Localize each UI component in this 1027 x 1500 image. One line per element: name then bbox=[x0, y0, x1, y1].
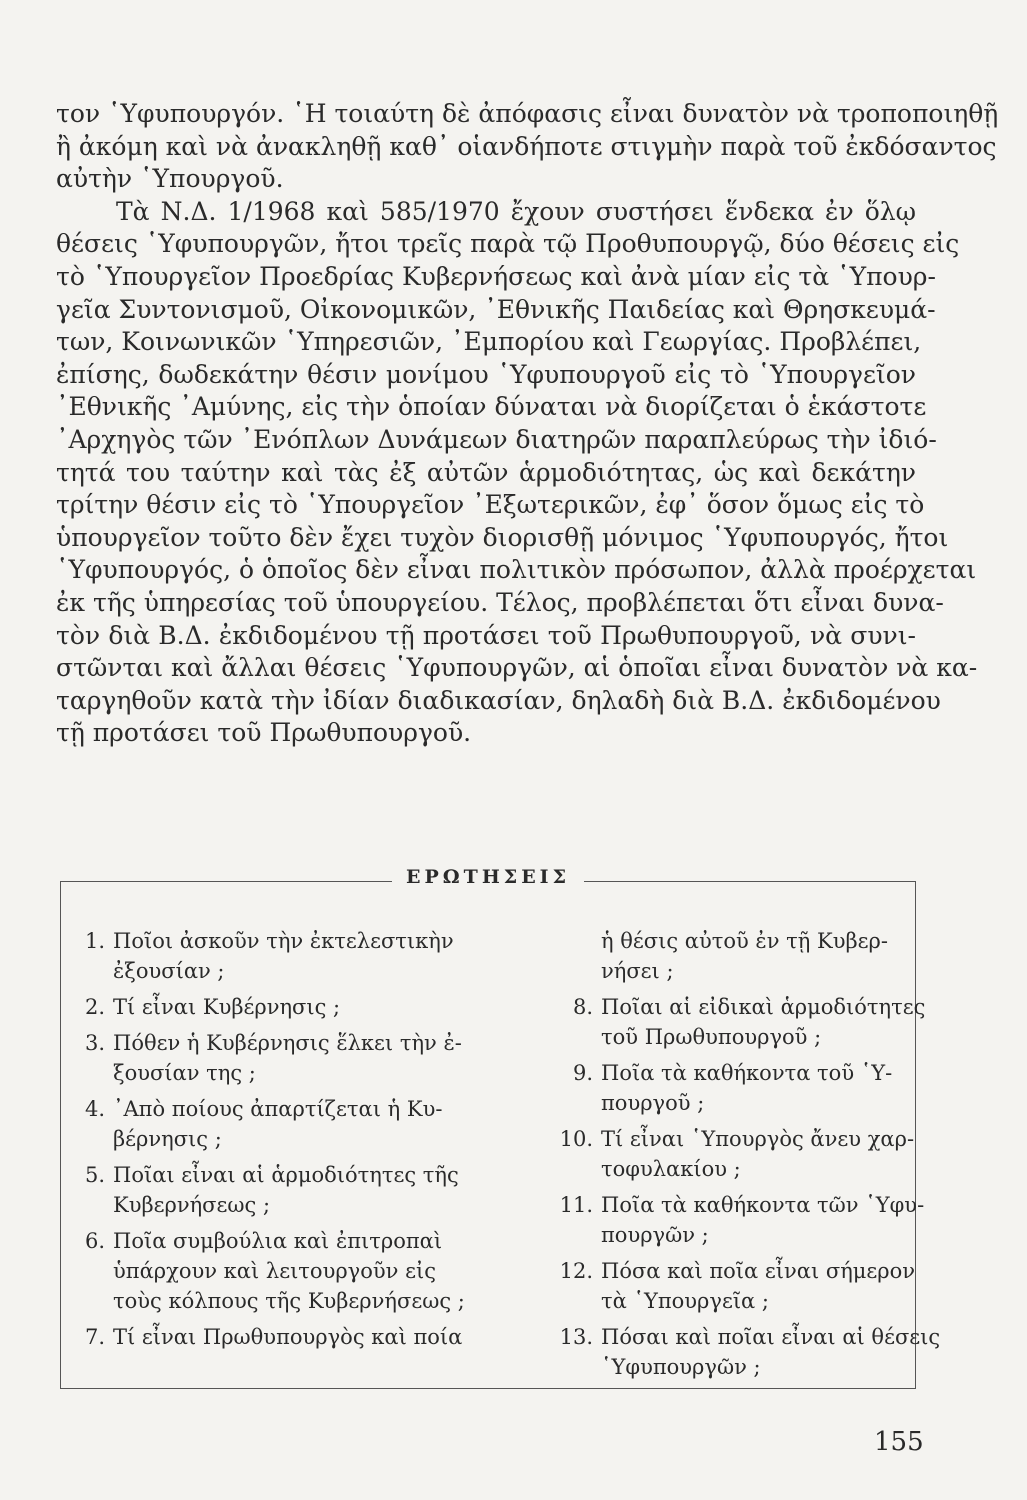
question-item bbox=[69, 1028, 469, 1088]
question-text: Ποῖαι αἱ εἰδικαὶ ἁρμοδιότητες bbox=[601, 995, 926, 1019]
question-text: Κυβερνήσεως ; bbox=[113, 1193, 271, 1217]
question-item bbox=[69, 1226, 469, 1316]
question-number: 13. bbox=[559, 1325, 593, 1349]
question-number: 3. bbox=[84, 1031, 105, 1055]
question-text: Τί εἶναι ῾Υπουργὸς ἄνευ χαρ- bbox=[601, 1127, 915, 1151]
question-number: 12. bbox=[559, 1259, 593, 1283]
question-text: ξουσίαν της ; bbox=[113, 1061, 256, 1085]
question-text: πουργῶν ; bbox=[601, 1223, 709, 1247]
question-item bbox=[523, 1058, 905, 1118]
text-line: θέσεις ῾Υφυπουργῶν, ἤτοι τρεῖς παρὰ τῷ Προθυπουργῷ, δύο θέσεις εἰς bbox=[56, 229, 960, 259]
text-line: ᾿Εθνικῆς ᾿Αμύνης, εἰς τὴν ὁποίαν δύναται νὰ διορίζεται ὁ ἑκάστοτε bbox=[56, 392, 927, 422]
questions-title: ΕΡΩΤΗΣΕΙΣ bbox=[392, 866, 584, 888]
question-text: Ποῖα συμβούλια καὶ ἐπιτροπαὶ bbox=[113, 1229, 443, 1253]
question-text: ἡ θέσις αὐτοῦ ἐν τῇ Κυβερ- bbox=[601, 929, 888, 953]
question-number: 10. bbox=[559, 1127, 593, 1151]
question-number: 1. bbox=[84, 929, 105, 953]
text-line: τῇ προτάσει τοῦ Πρωθυπουργοῦ. bbox=[56, 718, 472, 748]
question-item bbox=[69, 992, 469, 1022]
text-line: ὑπουργεῖον τοῦτο δὲν ἔχει τυχὸν διορισθῇ μόνιμος ῾Υφυπουργός, ἤτοι bbox=[56, 522, 949, 552]
question-number: 7. bbox=[84, 1325, 105, 1349]
question-number bbox=[523, 926, 601, 956]
questions-box bbox=[60, 866, 941, 1389]
text-line: γεῖα Συντονισμοῦ, Οἰκονομικῶν, ᾿Εθνικῆς Παιδείας καὶ Θρησκευμά- bbox=[56, 294, 936, 324]
question-text: τοφυλακίου ; bbox=[601, 1157, 741, 1181]
text-line: αὐτὴν ῾Υπουργοῦ. bbox=[56, 164, 284, 194]
question-text: τοῦ Πρωθυπουργοῦ ; bbox=[601, 1025, 822, 1049]
question-item bbox=[69, 1160, 469, 1220]
text-line: ἐπίσης, δωδεκάτην θέσιν μονίμου ῾Υφυπουργοῦ εἰς τὸ ῾Υπουργεῖον bbox=[56, 359, 916, 389]
question-item bbox=[523, 992, 926, 1052]
question-text: ῾Υφυπουργῶν ; bbox=[601, 1355, 761, 1379]
question-text: τοὺς κόλπους τῆς Κυβερνήσεως ; bbox=[113, 1289, 465, 1313]
text-line: των, Κοινωνικῶν ῾Υπηρεσιῶν, ᾿Εμπορίου καὶ Γεωργίας. Προβλέπει, bbox=[56, 327, 922, 357]
question-text: Τί εἶναι Πρωθυπουργὸς καὶ ποία bbox=[113, 1325, 463, 1349]
text-line: τον ῾Υφυπουργόν. ῾Η τοιαύτη δὲ ἀπόφασις εἶναι δυνατὸν νὰ τροποποιηθῇ bbox=[56, 99, 999, 128]
question-number: 5. bbox=[84, 1163, 105, 1187]
text-line: τὸν διὰ Β.Δ. ἐκδιδομένου τῇ προτάσει τοῦ Πρωθυπουργοῦ, νὰ συνι- bbox=[56, 620, 916, 650]
question-item bbox=[69, 926, 469, 986]
questions-left-column bbox=[69, 926, 469, 1352]
question-number: 8. bbox=[572, 995, 593, 1019]
question-item bbox=[523, 1124, 915, 1184]
question-text: Ποῖαι εἶναι αἱ ἁρμοδιότητες τῆς bbox=[113, 1163, 459, 1187]
question-text: νήσει ; bbox=[601, 959, 674, 983]
question-text: Τί εἶναι Κυβέρνησις ; bbox=[113, 995, 341, 1019]
question-text: βέρνησις ; bbox=[113, 1127, 222, 1151]
text-line: ῾Υφυπουργός, ὁ ὁποῖος δὲν εἶναι πολιτικὸν πρόσωπον, ἀλλὰ προέρχεται bbox=[56, 555, 977, 585]
question-text: Ποῖα τὰ καθήκοντα τῶν ῾Υφυ- bbox=[601, 1193, 925, 1217]
page-number: 155 bbox=[874, 1427, 924, 1457]
text-line: ᾿Αρχηγὸς τῶν ᾿Ενόπλων Δυνάμεων διατηρῶν παραπλεύρως τὴν ἰδιό- bbox=[56, 424, 937, 454]
text-line: τητά του ταύτην καὶ τὰς ἐξ αὐτῶν ἁρμοδιότητας, ὡς καὶ δεκάτην bbox=[56, 457, 916, 487]
question-number: 11. bbox=[559, 1193, 593, 1217]
question-text: πουργοῦ ; bbox=[601, 1091, 705, 1115]
question-text: Πόσα καὶ ποῖα εἶναι σήμερον bbox=[601, 1259, 916, 1283]
question-item bbox=[69, 1322, 469, 1352]
question-text: τὰ ῾Υπουργεῖα ; bbox=[601, 1289, 769, 1313]
text-line: ταργηθοῦν κατὰ τὴν ἰδίαν διαδικασίαν, δηλαδὴ διὰ Β.Δ. ἐκδιδομένου bbox=[56, 685, 941, 715]
question-text: ὑπάρχουν καὶ λειτουργοῦν εἰς bbox=[113, 1259, 436, 1283]
question-number: 2. bbox=[84, 995, 105, 1019]
questions-right-column bbox=[523, 926, 941, 1382]
question-item bbox=[523, 1190, 925, 1250]
question-number: 6. bbox=[84, 1229, 105, 1253]
text-line: τρίτην θέσιν εἰς τὸ ῾Υπουργεῖον ᾿Εξωτερικῶν, ἐφ᾿ ὅσον ὅμως εἰς τὸ bbox=[56, 490, 925, 520]
text-line: ἐκ τῆς ὑπηρεσίας τοῦ ὑπουργείου. Τέλος, προβλέπεται ὅτι εἶναι δυνα- bbox=[56, 587, 944, 617]
text-line: τὸ ῾Υπουργεῖον Προεδρίας Κυβερνήσεως καὶ ἀνὰ μίαν εἰς τὰ ῾Υπουρ- bbox=[56, 261, 936, 291]
body-text bbox=[56, 98, 999, 750]
text-line: Τὰ Ν.Δ. 1/1968 καὶ 585/1970 ἔχουν συστήσει ἕνδεκα ἐν ὅλῳ bbox=[116, 196, 916, 226]
question-number: 4. bbox=[84, 1097, 105, 1121]
question-item bbox=[69, 1094, 469, 1154]
question-text: ᾿Απὸ ποίους ἀπαρτίζεται ἡ Κυ- bbox=[113, 1097, 443, 1121]
question-text: Ποῖοι ἀσκοῦν τὴν ἐκτελεστικὴν bbox=[113, 929, 454, 953]
text-line: ἢ ἀκόμη καὶ νὰ ἀνακληθῇ καθ᾿ οἱανδήποτε στιγμὴν παρὰ τοῦ ἐκδόσαντος bbox=[56, 131, 997, 161]
question-text: ἐξουσίαν ; bbox=[113, 959, 225, 983]
question-item bbox=[523, 926, 905, 986]
question-text: Πόθεν ἡ Κυβέρνησις ἕλκει τὴν ἐ- bbox=[113, 1031, 462, 1055]
question-number: 9. bbox=[572, 1061, 593, 1085]
question-text: Ποῖα τὰ καθήκοντα τοῦ ῾Υ- bbox=[601, 1061, 893, 1085]
question-item bbox=[523, 1256, 916, 1316]
question-item bbox=[523, 1322, 941, 1382]
question-text: Πόσαι καὶ ποῖαι εἶναι αἱ θέσεις bbox=[601, 1325, 941, 1349]
text-line: στῶνται καὶ ἄλλαι θέσεις ῾Υφυπουργῶν, αἱ ὁποῖαι εἶναι δυνατὸν νὰ κα- bbox=[56, 653, 978, 683]
